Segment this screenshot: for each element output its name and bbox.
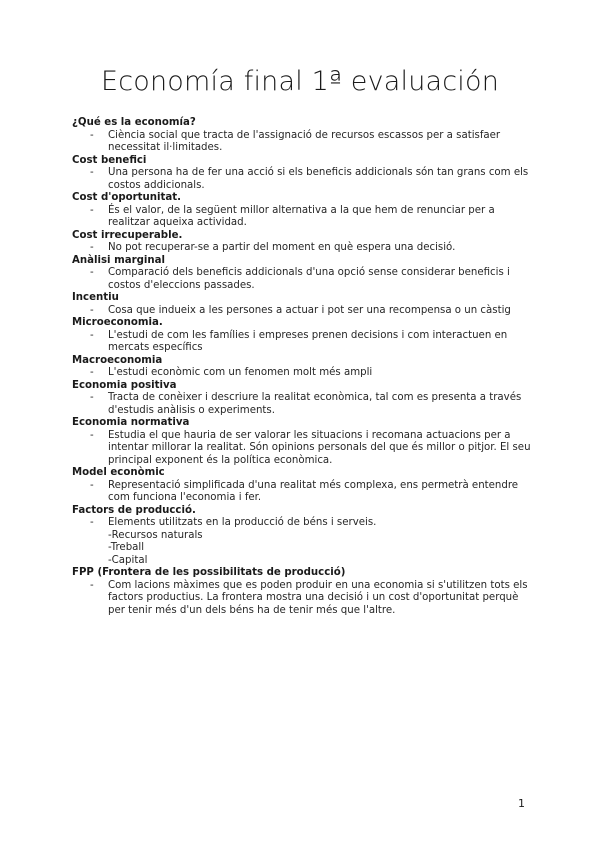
section-heading: FPP (Frontera de les possibilitats de producció) [72,567,346,578]
dash-bullet-icon: - [90,267,94,278]
item-text: No pot recuperar-se a partir del moment en què espera una decisió. [108,242,456,253]
section [72,155,534,193]
list-item [72,205,534,230]
dash-bullet-icon: - [90,429,94,441]
list-item [72,242,534,255]
bullet-list [72,580,534,618]
item-text: -Recursos naturals [108,529,203,541]
dash-bullet-icon: - [90,479,94,491]
item-text: -Capital [108,554,148,566]
bullet-list [72,480,534,505]
section-heading: Economia normativa [72,417,190,428]
section-heading: Cost benefici [72,154,147,166]
bullet-list [72,167,534,192]
item-text: L'estudi de com les famílies i empreses prenen decisions i com interactuen en mercats específics [108,329,508,353]
bullet-list [72,130,534,155]
list-item [72,330,534,355]
dash-bullet-icon: - [90,304,94,316]
item-text: Cosa que indueix a les persones a actuar i pot ser una recompensa o un càstig [108,304,511,316]
dash-bullet-icon: - [90,392,94,403]
section [72,380,534,418]
dash-bullet-icon: - [90,517,94,528]
dash-bullet-icon: - [90,242,94,253]
bullet-list [72,430,534,468]
section [72,117,534,155]
section [72,255,534,293]
list-item [72,517,534,567]
notes-content [72,117,534,617]
section [72,230,534,255]
list-item [72,580,534,618]
section [72,467,534,505]
list-item [72,392,534,417]
section-heading: Economia positiva [72,379,177,391]
item-text: Ciència social que tracta de l'assignació de recursos escassos per a satisfaer necessitat il·limitades. [108,129,501,153]
list-item [72,267,534,292]
section-heading: Cost d'oportunitat. [72,192,182,203]
item-text: Tracta de conèixer i descriure la realitat econòmica, tal com es presenta a través d'estudis anàlisis o experiments. [108,392,522,416]
item-text: Estudia el que hauria de ser valorar les situacions i recomana actuacions per a intentar millorar la realitat. Són opinions personals del que és millor o pitjor. El seu principal exponent és la política econòmica. [108,429,531,466]
list-item [72,367,534,380]
section [72,567,534,617]
bullet-list [72,392,534,417]
dash-bullet-icon: - [90,579,94,591]
list-item [72,480,534,505]
list-item [72,167,534,192]
item-text: -Treball [108,542,145,553]
bullet-list [72,367,534,380]
section [72,317,534,355]
bullet-list [72,305,534,318]
bullet-list [72,242,534,255]
dash-bullet-icon: - [90,329,94,341]
bullet-list [72,267,534,292]
item-text: Com lacions màximes que es poden produir en una economia si s'utilitzen tots els factors productius. La frontera mostra una decisió i un cost d'oportunitat perquè per tenir més d'un dels béns ha de tenir més que l'altre. [108,579,528,616]
bullet-list [72,330,534,355]
page-title: Economía final 1ª evaluación [100,66,500,97]
list-item [72,305,534,318]
section-heading: Cost irrecuperable. [72,229,183,241]
section-heading: Model econòmic [72,467,165,478]
dash-bullet-icon: - [90,367,94,378]
list-item [72,130,534,155]
bullet-list [72,517,534,567]
item-text: Elements utilitzats en la producció de béns i serveis. [108,517,377,528]
page-number: 1 [518,797,525,810]
item-text: Una persona ha de fer una acció si els beneficis addicionals són tan grans com els costos addicionals. [108,167,529,191]
section-heading: Anàlisi marginal [72,254,166,266]
dash-bullet-icon: - [90,204,94,216]
bullet-list [72,205,534,230]
item-text: És el valor, de la següent millor alternativa a la que hem de renunciar per a realitzar aqueixa actividad. [108,204,495,228]
item-text: Representació simplificada d'una realitat més complexa, ens permetrà entendre com funciona l'economia i fer. [108,479,519,503]
section [72,505,534,568]
section-heading: Macroeconomia [72,354,163,366]
item-text: L'estudi econòmic com un fenomen molt més ampli [108,367,373,378]
section-heading: Factors de producció. [72,504,196,516]
section-heading: Incentiu [72,292,119,303]
dash-bullet-icon: - [90,129,94,141]
item-text: Comparació dels beneficis addicionals d'una opció sense considerar beneficis i costos d'eleccions passades. [108,267,510,291]
section [72,417,534,467]
section [72,292,534,317]
section-heading: Microeconomia. [72,317,163,328]
section [72,192,534,230]
section [72,355,534,380]
section-heading: ¿Qué es la economía? [72,117,196,128]
dash-bullet-icon: - [90,167,94,178]
list-item [72,430,534,468]
